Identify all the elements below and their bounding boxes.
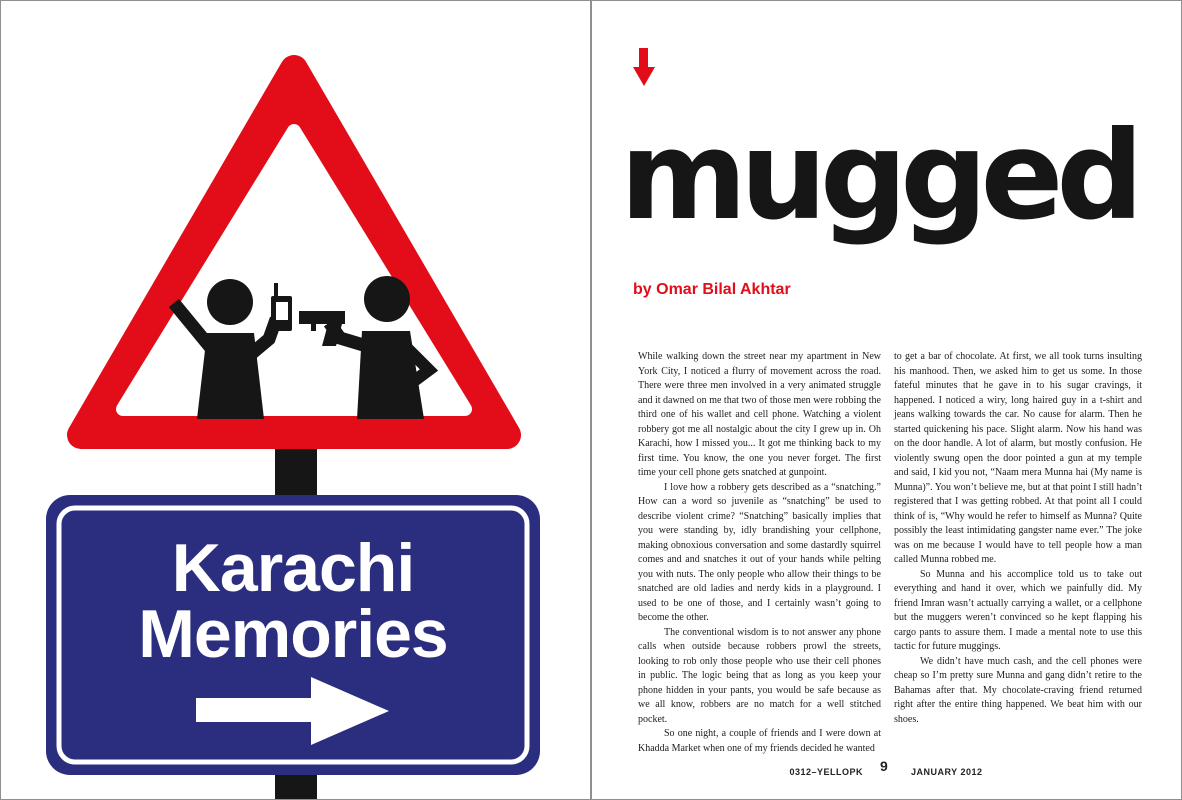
warning-triangle-sign — [81, 69, 507, 435]
body-column-right — [894, 350, 1142, 727]
paragraph: We didn’t have much cash, and the cell phones were cheap so I’m pretty sure Munna and gang didn’t retire to the Bahamas after that. My chocolate-craving friend returned right after the entire thing happened. We beat him with our shoes. — [894, 655, 1142, 725]
right-page — [592, 1, 1181, 800]
body-column-left — [638, 350, 881, 756]
footer-issue-code: 0312–YELLOPK — [789, 767, 863, 777]
sign-text-line1: Karachi — [171, 530, 415, 606]
footer-page-number: 9 — [880, 758, 888, 774]
paragraph: So Munna and his accomplice told us to take out everything and hand it over, which we painfully did. My friend Imran wasn’t actually carrying a wallet, or a cellphone but the muggers weren’t convinced so he kept flapping his cargo pants to assure them. I made a mental note to use this tactic for future muggings. — [894, 568, 1142, 652]
footer-date: JANUARY 2012 — [911, 767, 983, 777]
paragraph: to get a bar of chocolate. At first, we all took turns insulting his manhood. Then, we asked him to get us some. In those fateful minutes that he gave in to his sugar cravings, it happened. I noticed a wiry, long haired guy in a t-shirt and jeans walking towards the car. No cause for alarm. Then he started quickening his pace. Slight alarm. Now his hand was on the door handle. A lot of alarm, but mostly confusion. He violently swung open the door pointed a gun at my temple and said, I kid you not, “Naam mera Munna hai (My name is Munna)”. You won’t believe me, but at that point I still hadn’t registered that I was getting robbed. At that point all I could think of is, “Why would he refer to himself as Munna? Quite possibly the least intimidating gangster name ever.” The joke was on me because I would have to tell people how a man called Munna robbed me. — [894, 351, 1142, 565]
paragraph: While walking down the street near my apartment in New York City, I noticed a flurry of movement across the road. There were three men involved in a very animated struggle and it dawned on me that two of those men were robbing the third one of his wallet and cell phone. Watching a violent robbery got me all nostalgic about the city I grew up in. Oh Karachi, how I missed you... It got me thinking back to my first time. You know, the one you never forget. The first time your cell phone gets snatched at gunpoint. — [638, 351, 881, 478]
down-arrow-icon — [632, 48, 656, 86]
left-page — [1, 1, 590, 800]
article-title: mugged — [620, 105, 1137, 247]
paragraph: The conventional wisdom is to not answer any phone calls when outside because robbers prowl the streets, looking to rob only those people who use their cell phones in public. The logic being that as long as you keep your phone hidden in your pants, you would be safe because as we all know, robbers are no match for a well stitched pocket. — [638, 626, 881, 725]
paragraph: So one night, a couple of friends and I were down at Khadda Market when one of my friends decided he wanted — [638, 728, 881, 754]
direction-sign — [46, 495, 540, 775]
article-byline: by Omar Bilal Akhtar — [633, 281, 791, 298]
sign-text-line2: Memories — [138, 596, 448, 672]
paragraph: I love how a robbery gets described as a “snatching.” How can a word so juvenile as “snatching” be used to describe violent crime? “Snatching” basically implies that you were standing by, idly brandishing your cellphone, making obnoxious conversation and some dastardly squirrel comes and and snatches it out of your hands while pelting you with nuts. The only people who allow their things to be snatched are old ladies and nerdy kids in a playground. I used to be one of those, and I certainly wasn’t going to become the other. — [638, 481, 881, 623]
signpost-illustration — [1, 1, 590, 800]
